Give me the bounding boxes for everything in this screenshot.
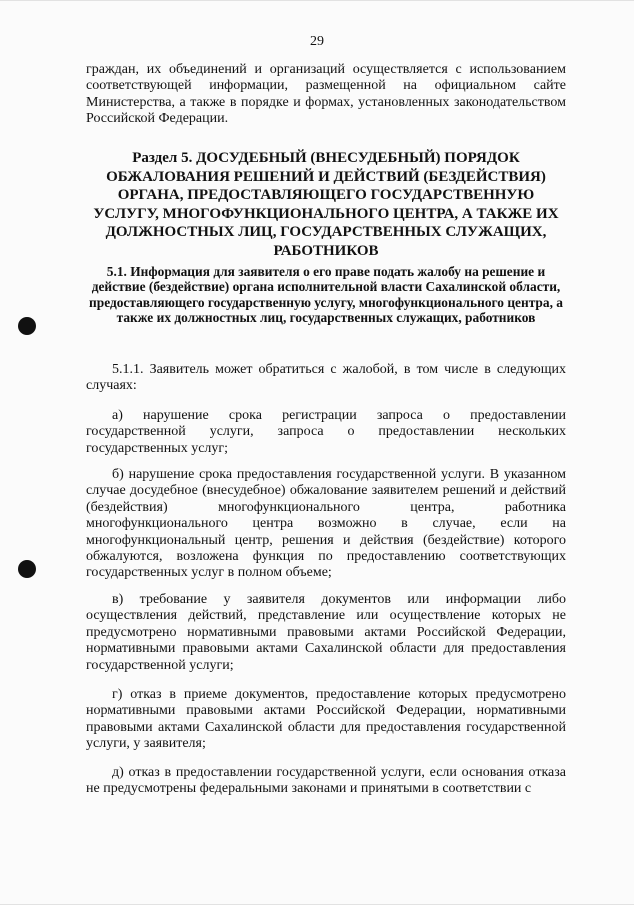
page-number: 29 — [310, 34, 324, 49]
intro-paragraph: граждан, их объединений и организаций осуществляется с использованием соответствующей информации, размещенной на официальном сайте Министерства, а также в порядке и формах, установленных законодательством Российской Федерации. — [86, 62, 566, 127]
scan-edge-top — [0, 0, 634, 1]
list-item-d: д) отказ в предоставлении государственной услуги, если основания отказа не предусмотрены федеральными законами и принятыми в соответствии с — [86, 765, 566, 797]
list-item-b: б) нарушение срока предоставления государственной услуги. В указанном случае досудебное (внесудебное) обжалование заявителем решений и действий (бездействия) многофункционального центра, работника многофункционального центра возможно в случае, если на многофункциональный центр, решения и действия (бездействие) которого обжалуются, возложена функция по предоставлению соответствующих государственных услуг в полном объеме; — [86, 467, 566, 581]
subsection-heading: 5.1. Информация для заявителя о его праве подать жалобу на решение и действие (бездействие) органа исполнительной власти Сахалинской области, предоставляющего государственную услугу, многофункционального центра, а также их должностных лиц, государственных служащих, работников — [89, 264, 563, 326]
list-item-g: г) отказ в приеме документов, предоставление которых предусмотрено нормативными правовыми актами Российской Федерации, нормативными правовыми актами Сахалинской области для предоставления государственной услуги, у заявителя; — [86, 687, 566, 752]
list-item-a: а) нарушение срока регистрации запроса о предоставлении государственной услуги, запроса о предоставлении нескольких государственных услуг; — [86, 408, 566, 456]
punch-hole — [18, 317, 36, 335]
list-item-v: в) требование у заявителя документов или информации либо осуществления действий, представление или осуществление которых не предусмотрено нормативными правовыми актами Российской Федерации, нормативными правовыми актами Сахалинской области для предоставления государственной услуги; — [86, 592, 566, 673]
punch-hole — [18, 560, 36, 578]
paragraph-5-1-1: 5.1.1. Заявитель может обратиться с жалобой, в том числе в следующих случаях: — [86, 362, 566, 394]
section-heading: Раздел 5. ДОСУДЕБНЫЙ (ВНЕСУДЕБНЫЙ) ПОРЯДОК ОБЖАЛОВАНИЯ РЕШЕНИЙ И ДЕЙСТВИЙ (БЕЗДЕЙСТВИЯ) ОРГАНА, ПРЕДОСТАВЛЯЮЩЕГО ГОСУДАРСТВЕННУЮ УСЛУГУ, МНОГОФУНКЦИОНАЛЬНОГО ЦЕНТРА, А ТАКЖЕ ИХ ДОЛЖНОСТНЫХ ЛИЦ, ГОСУДАРСТВЕННЫХ СЛУЖАЩИХ, РАБОТНИКОВ — [93, 150, 559, 259]
